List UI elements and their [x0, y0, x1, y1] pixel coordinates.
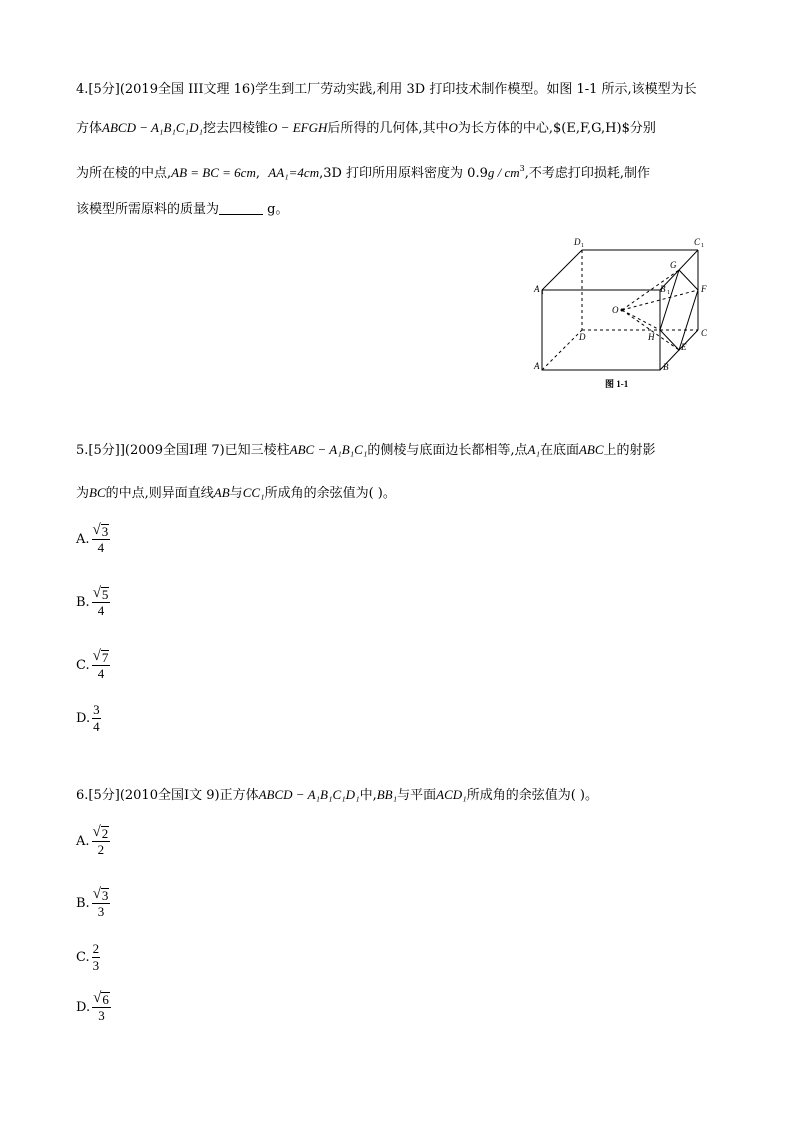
q5-text: 在底面 [539, 443, 579, 458]
label-b1: B [660, 284, 666, 294]
label-d: D [579, 332, 586, 342]
pyramid-base-efgh [660, 270, 698, 350]
q4-line-2 [76, 118, 656, 139]
label-c1: C [694, 237, 701, 247]
radicand: 2 [101, 826, 109, 841]
numerator: 3 [93, 702, 100, 717]
sub-a1: 1 [541, 290, 544, 296]
q4-text: 该模型所需原料的质量为 [76, 202, 220, 217]
fraction: √ 2 2 [92, 824, 109, 857]
q5-line-1 [76, 440, 656, 461]
edge-a1-d1 [542, 250, 582, 290]
sub-c1: 1 [701, 243, 704, 249]
hidden-edge-o-h [622, 310, 660, 330]
label-h: H [648, 332, 655, 342]
point-o [621, 309, 624, 312]
label-c: C [701, 328, 708, 338]
fraction: √ 5 4 [92, 585, 109, 618]
radicand: 7 [101, 650, 109, 665]
q4-text: 为所在棱的中点, [76, 166, 172, 181]
fraction: √ 7 4 [92, 648, 109, 681]
q6-text: 6.[5分](2010全国Ⅰ文 9)正方体 [76, 788, 259, 803]
q6-text: 与平面 [397, 788, 437, 803]
q5-option-b[interactable] [76, 585, 110, 619]
label-a: A [534, 361, 540, 371]
hidden-edge-a-d [542, 330, 582, 370]
fraction [92, 702, 101, 735]
denominator: 2 [97, 842, 105, 857]
option-label: D. [76, 999, 91, 1015]
option-label: B. [76, 594, 90, 610]
figure-caption: 图 1-1 [605, 379, 629, 389]
q5-text: 5.[5分]](2009全国Ⅰ理 7)已知三棱柱 [76, 443, 290, 458]
q5-option-d[interactable] [76, 702, 101, 735]
q5-text: 上的射影 [603, 443, 656, 458]
q4-line-3 [76, 159, 650, 184]
q4-line-1 [76, 80, 697, 100]
denominator: 3 [92, 958, 100, 973]
q4-text: 为长方体的中心,$(E,F,G,H)$分别 [457, 121, 656, 136]
q4-pyramid-name: O − EFGH [268, 120, 328, 135]
q6-line-1 [76, 785, 598, 806]
q6-option-a[interactable] [76, 824, 110, 858]
option-label: A. [76, 833, 90, 849]
radicand: 5 [101, 587, 109, 602]
q5-option-a[interactable] [76, 522, 110, 556]
option-label: C. [76, 950, 90, 965]
denominator: 4 [97, 540, 105, 555]
label-b: B [663, 362, 669, 372]
q4-text: g。 [267, 202, 289, 217]
radicand: 6 [102, 992, 109, 1007]
numerator: 2 [92, 941, 100, 956]
q5-text: 与 [229, 486, 243, 501]
option-label: B. [76, 895, 90, 911]
q6-option-b[interactable] [76, 886, 110, 920]
sub-b1: 1 [667, 290, 670, 296]
q5-point-a1: A₁ [527, 442, 540, 457]
denominator: 4 [97, 603, 105, 618]
q5-text: 所成角的余弦值为( )。 [264, 486, 396, 501]
denominator: 3 [97, 904, 105, 919]
denominator: 4 [93, 719, 100, 734]
q6-plane-acd1: ACD₁ [436, 787, 467, 802]
q4-point-o: O [448, 120, 458, 135]
label-d1: D [574, 237, 581, 247]
q4-solid-name: ABCD − A₁B₁C₁D₁ [102, 120, 204, 135]
option-label: A. [76, 531, 90, 547]
q6-option-c[interactable] [76, 941, 100, 974]
q5-option-c[interactable] [76, 648, 110, 682]
q6-line-bb1: BB₁ [376, 787, 398, 802]
q4-equation-aa1: AA₁=4cm [268, 165, 320, 180]
q4-equation-ab-bc: AB = BC = 6cm [171, 165, 256, 180]
option-label: D. [76, 711, 91, 726]
q5-text: 的中点,则异面直线 [105, 486, 214, 501]
radicand: 3 [101, 524, 109, 539]
label-a1: A [534, 284, 540, 294]
sub-d1: 1 [581, 243, 584, 249]
q5-segment-bc: BC [89, 485, 106, 500]
fraction [92, 941, 101, 974]
answer-blank[interactable] [219, 201, 263, 215]
q4-text: ,3D 打印所用原料密度为 0.9 [319, 166, 488, 181]
q5-line-ab: AB [213, 485, 230, 500]
q5-line-cc1: CC₁ [242, 485, 265, 500]
q4-line-4 [76, 200, 288, 220]
q4-text: 后所得的几何体,其中 [327, 121, 449, 136]
q5-line-2 [76, 483, 396, 504]
q5-text: 的侧棱与底面边长都相等,点 [367, 443, 528, 458]
denominator: 4 [97, 666, 105, 681]
radicand: 3 [101, 888, 109, 903]
q4-text: , [255, 166, 260, 181]
denominator: 3 [98, 1008, 105, 1023]
label-o: O [612, 305, 619, 315]
q4-text: 4.[5分](2019全国 III文理 16)学生到工厂劳动实践,利用 3D 打印技术制作模型。如图 1-1 所示,该模型为长 [76, 82, 697, 97]
option-label: C. [76, 657, 90, 673]
q4-text: 挖去四棱锥 [203, 121, 269, 136]
label-f: F [701, 284, 707, 294]
label-g: G [670, 260, 677, 270]
q4-unit-exponent: 3 [519, 164, 525, 173]
q6-text: 中, [359, 788, 377, 803]
q6-option-d[interactable] [76, 990, 111, 1024]
q5-plane-abc: ABC [578, 442, 604, 457]
figure-1-1 [530, 232, 730, 397]
q6-text: 所成角的余弦值为( )。 [466, 788, 598, 803]
q5-text: 为 [76, 486, 90, 501]
fraction: √ 6 3 [93, 990, 109, 1023]
fraction: √ 3 4 [92, 522, 109, 555]
q4-density-unit: g / cm [487, 165, 520, 180]
label-e: E [681, 342, 687, 352]
q5-prism-name: ABC − A₁B₁C₁ [289, 442, 368, 457]
q4-text: ,不考虑打印损耗,制作 [524, 166, 650, 181]
q6-cube-name: ABCD − A₁B₁C₁D₁ [258, 787, 360, 802]
fraction: √ 3 3 [92, 886, 109, 919]
q4-text: 方体 [76, 121, 103, 136]
